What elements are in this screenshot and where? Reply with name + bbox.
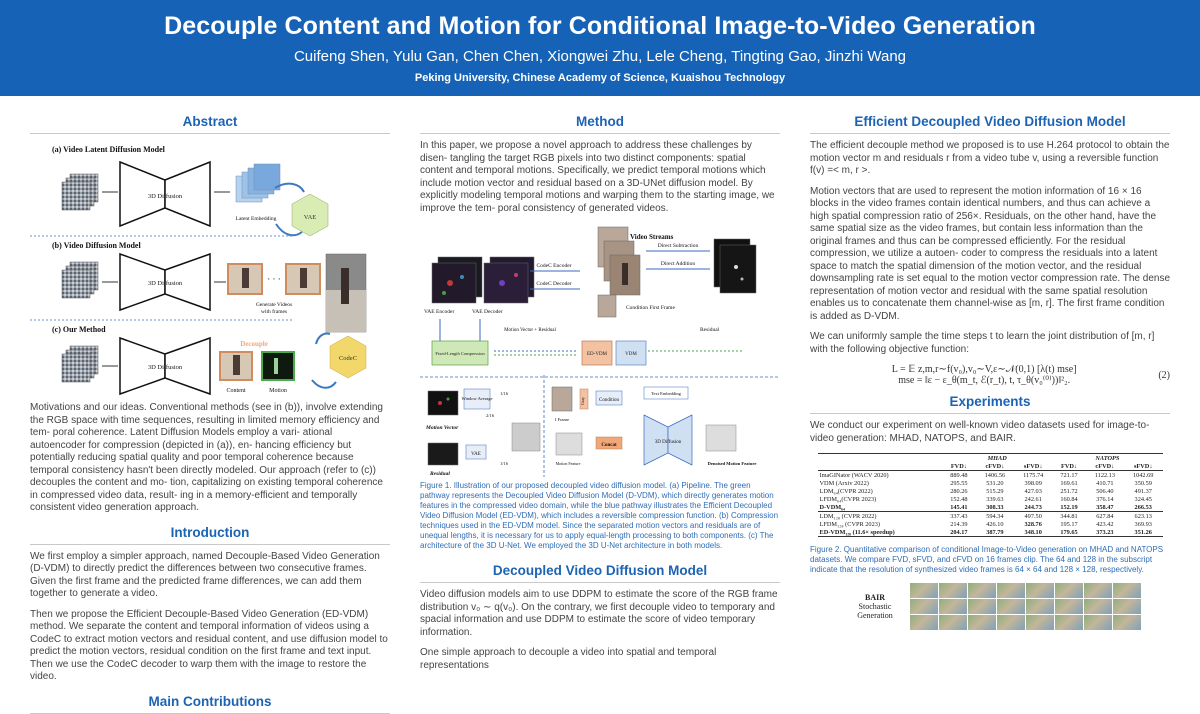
codec-encoder-label: CodeC Encoder <box>536 263 572 269</box>
bair-frame <box>968 583 996 598</box>
latent-embedding-cube <box>236 164 280 202</box>
efficient-p3: We can uniformly sample the time steps t to learn the joint distribution of [m, r] with the following objective function: <box>810 331 1155 355</box>
metric-cell: 350.59 <box>1134 479 1152 487</box>
method-cell: VDM (Arxiv 2022) <box>819 479 869 487</box>
motion-feature-label: Motion Feature <box>555 461 581 466</box>
metric-cell: 427.03 <box>1024 487 1042 495</box>
metric-cell: 266.53 <box>1134 503 1152 511</box>
bair-frame-grid <box>910 583 1141 630</box>
pipeline-figure <box>420 227 780 477</box>
bair-frame <box>939 615 967 630</box>
diffusion-3d-label: 3D Diffusion <box>654 440 682 445</box>
bair-frame <box>910 599 938 614</box>
motion-label: Motion <box>269 388 287 394</box>
vae-encoder-label: VAE Encoder <box>424 309 455 315</box>
metric-cell: 152.48 <box>950 495 968 503</box>
method-cell: ED-VDM₁₂₈ (11.6× speedup) <box>819 528 895 536</box>
left-column <box>30 96 390 709</box>
figure-1-caption: Figure 1. Illustration of our proposed decoupled video diffusion model. (a) Pipeline. The green pathway represents the Decoupled Video Diffusion Model (D-VDM), which directly generates motion features in the compressed video domain, while the blue pathway illustrates the Efficient Decoupled Video Diffusion Model (ED-VDM), which includes a reversible compression function. (b) Compression techniques used in the ED-VDM model. Since the separated motion vectors and residuals are of unequal lengths, it is necessary for us to apply equal-length processing to both components. (c) The architecture of the 3D U-Net. We employed the 3D U-Net architecture in both models. <box>420 481 779 550</box>
table-row <box>818 528 1163 537</box>
metric-cell: 204.17 <box>950 528 968 536</box>
figure-2-caption: Figure 2. Quantitative comparison of conditional Image-to-Video generation on MHAD and NATOPS datasets. We compare FVD, sFVD, and cFVD on 16 frames clip. The 64 and 128 in the subscript indicate that the resolution of synthesized video frames is 64 × 64 and 128 × 128, respectively. <box>810 545 1164 574</box>
vae-decoder-label: VAE Decoder <box>472 309 503 315</box>
introduction-heading: Introduction <box>30 525 390 545</box>
text-embedding-label: Text Embedding <box>651 391 681 396</box>
label-b: (b) Video Diffusion Model <box>52 241 141 250</box>
codec-decoder-label: CodeC Decoder <box>536 281 572 287</box>
metric-cell: 398.09 <box>1024 479 1042 487</box>
poster-title: Decouple Content and Motion for Conditional Image-to-Video Generation <box>164 12 1036 40</box>
decoupled-p2: One simple approach to decouple a video into spatial and temporal representations <box>420 647 717 671</box>
metric-cell: 339.63 <box>986 495 1004 503</box>
concat-label: Concat <box>601 443 617 448</box>
codec-label: CodeC <box>338 355 358 362</box>
decouple-label: Decouple <box>240 340 268 348</box>
bair-frame <box>1113 599 1141 614</box>
table-row <box>818 479 1163 487</box>
metric-cell: 195.17 <box>1060 520 1078 528</box>
metric-cell: 351.26 <box>1134 528 1152 536</box>
group-natops: NATOPS <box>1095 454 1120 462</box>
bair-labels <box>840 593 910 620</box>
metric-header: sFVD↓ <box>1133 462 1153 470</box>
noise-stack-b <box>62 262 98 298</box>
fixed-length-label: Fixed-Length Compression <box>435 351 485 356</box>
bair-frame <box>997 615 1025 630</box>
metric-cell: 376.14 <box>1096 495 1114 503</box>
bair-frame <box>1084 615 1112 630</box>
middle-column <box>420 96 780 675</box>
equation-line-1: L = 𝔼 z,m,r∼f(v₀),v₀∼V,ε∼𝒩(0,1) [λ(t) mse] <box>891 364 1077 375</box>
affiliations: Peking University, Chinese Academy of Science, Kuaishou Technology <box>414 72 786 84</box>
metric-header: sFVD↓ <box>1023 462 1043 470</box>
ratio-label-c: 1/16 <box>500 461 509 466</box>
bair-frame <box>939 583 967 598</box>
bair-frame <box>1055 583 1083 598</box>
condition-label: Condition <box>598 398 620 403</box>
method-heading: Method <box>420 114 780 134</box>
metric-cell: 358.47 <box>1096 503 1114 511</box>
bair-frame <box>1084 583 1112 598</box>
bair-frame <box>1026 583 1054 598</box>
metric-cell: 179.65 <box>1060 528 1078 536</box>
residual-label: Residual <box>430 471 450 477</box>
metric-cell: 348.10 <box>1024 528 1042 536</box>
poster-header <box>0 0 1200 96</box>
metric-cell: 160.84 <box>1060 495 1078 503</box>
metric-cell: 1042.69 <box>1132 471 1154 479</box>
metric-cell: 145.41 <box>950 503 968 511</box>
denoised-feature-thumb <box>706 425 736 451</box>
diffusion-label-c: 3D Diffusion <box>147 364 183 371</box>
metric-cell: 242.61 <box>1024 495 1042 503</box>
vae-label: VAE <box>303 214 317 221</box>
bair-frame <box>939 599 967 614</box>
motivation-figure <box>30 140 390 398</box>
ratio-label-a: 1/16 <box>500 391 509 396</box>
combined-feature-thumb <box>512 423 540 451</box>
method-cell: LDM₆₄(CVPR 2022) <box>819 487 873 495</box>
content-label: Content <box>226 388 246 394</box>
contributions-heading: Main Contributions <box>30 694 390 714</box>
first-frame-thumb <box>598 295 616 317</box>
condition-first-frame-label: Condition First Frame <box>626 305 675 311</box>
motion-vector-label: Motion Vector <box>426 425 459 431</box>
metric-cell: 152.19 <box>1060 503 1078 511</box>
table-corner <box>818 454 943 463</box>
residual-thumb <box>428 443 458 465</box>
diffusion-label-a: 3D Diffusion <box>147 193 183 200</box>
metric-cell: 410.71 <box>1096 479 1114 487</box>
bair-frame <box>1113 583 1141 598</box>
equation-line-2: mse = ‖ε − ε_θ(m_t, ℰ(r_t), t, τ_θ(v₀⁽⁰⁾))‖²₂. <box>898 375 1071 386</box>
metric-cell: 214.39 <box>950 520 968 528</box>
window-average-label: Window Average <box>461 396 493 401</box>
efficient-p1: The efficient decouple method we proposed is to use H.264 protocol to obtain the motion vector m and residuals r from a video tube v, using a reversible function f(v) =< m, r >. <box>810 140 1170 176</box>
bair-frame <box>1113 615 1141 630</box>
bair-frame <box>968 615 996 630</box>
metric-cell: 1122.13 <box>1094 471 1115 479</box>
dots: · · · <box>267 274 281 284</box>
metric-cell: 387.79 <box>986 528 1004 536</box>
objective-equation <box>810 364 1170 386</box>
label-c: (c) Our Method <box>52 325 106 334</box>
metric-cell: 251.72 <box>1060 487 1078 495</box>
metric-cell: 244.73 <box>1024 503 1042 511</box>
bair-figure <box>840 583 1170 630</box>
metric-cell: 1175.74 <box>1023 471 1044 479</box>
metric-header: FVD↓ <box>1060 462 1078 470</box>
metric-header: FVD↓ <box>950 462 967 470</box>
i-frame-thumb <box>552 387 572 411</box>
label-a: (a) Video Latent Diffusion Model <box>52 145 165 154</box>
metric-cell: 280.26 <box>950 487 968 495</box>
bair-frame <box>968 599 996 614</box>
table-row <box>818 495 1163 503</box>
results-table <box>818 453 1163 537</box>
noise-stack-a <box>62 174 98 210</box>
metric-cell: 627.84 <box>1096 512 1114 520</box>
method-cell: LDM₁₂₈ (CVPR 2022) <box>819 512 877 520</box>
method-cell: LFDM₆₄(CVPR 2023) <box>819 495 877 503</box>
metric-cell: 169.61 <box>1060 479 1078 487</box>
metric-cell: 426.10 <box>986 520 1004 528</box>
abstract-heading: Abstract <box>30 114 390 134</box>
decoupled-p1: Video diffusion models aim to use DDPM to estimate the score of the RGB frame distribution v₀ ∼ q(v₀). On the contrary, we first decouple video to temporary and spacial information and use DDPM to estimate the score of video temporary information. <box>420 589 778 638</box>
metric-header-row <box>818 462 1163 471</box>
direct-subtraction-label: Direct Subtraction <box>657 243 699 249</box>
right-column <box>810 96 1170 675</box>
bair-frame <box>1055 599 1083 614</box>
ed-vdm-label: ED-VDM <box>587 352 607 357</box>
bair-title: BAIR <box>864 593 885 602</box>
metric-cell: 721.17 <box>1060 471 1078 479</box>
method-cell: ImaGINator (WACV 2020) <box>819 471 889 479</box>
metric-cell: 1406.56 <box>984 471 1006 479</box>
metric-cell: 497.50 <box>1024 512 1042 520</box>
table-row <box>818 471 1163 480</box>
noise-stack-c <box>62 346 98 382</box>
results-body <box>818 471 1163 537</box>
bair-frame <box>910 583 938 598</box>
introduction-p2: Then we propose the Efficient Decouple-Based Video Generation (ED-VDM) method. We separate the content and temporal information of videos using a CodeC to extract motion vectors and residual content, and use diffusion model to predict the motion vectors, residual condition on the first frame and text input. Then we use the CodeC decoder to warp them with the image to restore the video. <box>30 608 388 682</box>
author-list: Cuifeng Shen, Yulu Gan, Chen Chen, Xiongwei Zhu, Lele Cheng, Tingting Gao, Jinzhi Wang <box>293 48 907 65</box>
vae-box-label: VAE <box>471 452 481 457</box>
table-row <box>818 503 1163 512</box>
bair-frame <box>997 599 1025 614</box>
metric-header: cFVD↓ <box>985 462 1005 470</box>
ratio-label-b: 2/16 <box>486 413 495 418</box>
metric-cell: 531.20 <box>986 479 1004 487</box>
introduction-p1: We first employ a simpler approach, named Decouple-Based Video Generation (D-VDM) to directly predict the differences between two consecutive frames. Given the first frame and the predicted frame differences, we can add them together to generate a video. <box>30 550 380 599</box>
with-frames-label: with frames <box>260 309 288 315</box>
bair-frame <box>1084 599 1112 614</box>
bair-frame <box>1055 615 1083 630</box>
metric-cell: 369.93 <box>1134 520 1152 528</box>
metric-cell: 344.81 <box>1060 512 1078 520</box>
experiments-heading: Experiments <box>810 394 1170 414</box>
denoised-label: Denoised Motion Feature <box>707 461 757 466</box>
metric-cell: 423.42 <box>1096 520 1114 528</box>
metric-cell: 324.45 <box>1134 495 1152 503</box>
i-frame-label: I Frame <box>554 417 570 422</box>
latent-embedding-label: Latent Embedding <box>235 216 277 222</box>
method-text: In this paper, we propose a novel approach to address these challenges by disen- tangling the target RGB pixels into two distinct components: spatial content and temporal motions. Specifically, we predict temporal motions which include motion vector and residual based on a 3D-UNet diffusion model. By explicitly modeling temporal motions and warping them to the starting image, we improve the tem- poral consistency of generated videos. <box>420 140 775 214</box>
bair-frame <box>1026 599 1054 614</box>
table-row <box>818 487 1163 495</box>
motion-vector-thumb <box>428 391 458 415</box>
bair-frame <box>910 615 938 630</box>
direct-addition-label: Direct Addition <box>660 261 696 267</box>
abstract-text: Motivations and our ideas. Conventional methods (see in (b)), involve extending the RGB space with time sequences, resulting in limited memory efficiency and tem- poral coherence. Latent Diffusion Models employ a vari- ational autoencoder for compression (depicted in (a)), en- hancing efficiency but potentially reducing spatial quality and poor temporal coherence because temporal consistency hasn't been directly modeled. Our approach (refer to (c)) decouples the content and mo- tion, capitalizing on existing temporal coherence in compressed video data, result- ing in a memory-efficient and temporally consistent video generation approach. <box>30 402 383 513</box>
table-row <box>818 520 1163 528</box>
efficient-heading: Efficient Decoupled Video Diffusion Model <box>810 114 1170 134</box>
group-mhad: MHAD <box>987 454 1007 462</box>
metric-cell: 623.13 <box>1134 512 1152 520</box>
bair-frame <box>1026 615 1054 630</box>
diffusion-label-b: 3D Diffusion <box>147 280 183 287</box>
metric-cell: 295.55 <box>950 479 968 487</box>
metric-cell: 337.43 <box>950 512 968 520</box>
metric-cell: 506.40 <box>1096 487 1114 495</box>
generate-label: Generate Videos <box>255 302 293 308</box>
table-row <box>818 512 1163 521</box>
metric-header: cFVD↓ <box>1095 462 1115 470</box>
metric-cell: 515.29 <box>986 487 1004 495</box>
metric-cell: 889.48 <box>950 471 968 479</box>
metric-cell: 594.34 <box>986 512 1004 520</box>
efficient-p2: Motion vectors that are used to represent the motion information of 16 × 16 blocks in the video frames contain identical numbers, and thus can achieve a high spatial compression ratio of 256×. Residuals, on the other hand, have the same spatial size as the video frames, but contain less information than the original frames and thus can be compressed efficiently. For the residual compression, we utilize a autoen- coder to compress the residuals into a latent space to match the spatial dimension of the motion vector, and the residual downsampling rate is set equal to the motion vector compression rate. The dense representation of motion vector and residual with the same spatial resolution enables us to concatenate them channel-wise as [m, r]. The first frame condition is added as D-VDM. <box>810 185 1171 322</box>
motion-feature-thumb <box>556 433 582 455</box>
method-cell: D-VDM₆₄ <box>819 503 845 511</box>
metric-cell: 491.37 <box>1134 487 1152 495</box>
decoupled-heading: Decoupled Video Diffusion Model <box>420 563 780 583</box>
video-streams-label: Video Streams <box>630 233 674 241</box>
residual-arrow-label: Residual <box>700 327 720 333</box>
metric-cell: 328.76 <box>1024 520 1042 528</box>
motion-vector-residual-label: Motion Vector + Residual <box>504 328 556 333</box>
experiments-p1: We conduct our experiment on well-known video datasets used for image-to-video generation: MHAD, NATOPS, and BAIR. <box>810 420 1150 444</box>
gray-label: Gray <box>580 397 585 405</box>
metric-cell: 373.23 <box>1096 528 1114 536</box>
bair-frame <box>997 583 1025 598</box>
vdm-label: VDM <box>625 352 637 357</box>
method-cell: LFDM₁₂₈ (CVPR 2023) <box>819 520 880 528</box>
bair-subtitle: Stochastic Generation <box>857 602 893 620</box>
equation-number: (2) <box>1158 369 1170 381</box>
metric-cell: 308.33 <box>986 503 1004 511</box>
